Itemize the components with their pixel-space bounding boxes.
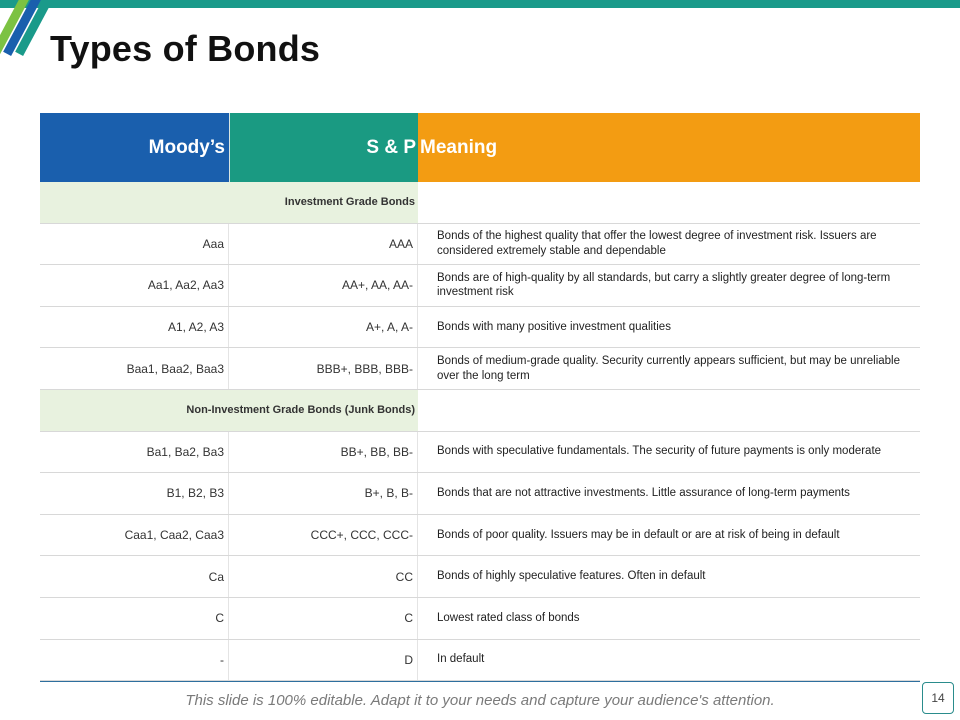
page-title: Types of Bonds [50, 28, 321, 69]
header-meaning: Meaning [418, 113, 920, 182]
table-row [40, 432, 920, 474]
sp-cell: CCC+, CCC, CCC- [229, 515, 418, 556]
sp-cell: AAA [229, 224, 418, 265]
table-row [40, 307, 920, 349]
sp-cell: D [229, 640, 418, 681]
moodys-cell: Ba1, Ba2, Ba3 [40, 432, 229, 473]
sp-cell: C [229, 598, 418, 639]
moodys-cell: - [40, 640, 229, 681]
bond-ratings-table [40, 113, 920, 681]
section-row-junk [40, 390, 920, 432]
moodys-cell: Caa1, Caa2, Caa3 [40, 515, 229, 556]
meaning-cell: Bonds with speculative fundamentals. The security of future payments is only moderate [437, 445, 882, 458]
page-number: 14 [922, 682, 954, 714]
table-header-row [40, 113, 920, 182]
table-row [40, 473, 920, 515]
meaning-cell: Bonds of highly speculative features. Often in default [437, 570, 706, 583]
table-row [40, 224, 920, 266]
header-sp: S & P [229, 113, 418, 182]
sp-cell: BB+, BB, BB- [229, 432, 418, 473]
meaning-cell: Bonds with many positive investment qualities [437, 320, 671, 333]
moodys-cell: Aaa [40, 224, 229, 265]
table-row [40, 515, 920, 557]
sp-cell: CC [229, 556, 418, 597]
meaning-cell: In default [437, 653, 485, 666]
table-row [40, 556, 920, 598]
table-row [40, 348, 920, 390]
meaning-cell: Bonds of the highest quality that offer the lowest degree of investment risk. Issuers are considered extremely stable and dependable [437, 229, 877, 257]
moodys-cell: Baa1, Baa2, Baa3 [40, 348, 229, 389]
moodys-cell: A1, A2, A3 [40, 307, 229, 348]
meaning-cell: Lowest rated class of bonds [437, 611, 580, 624]
section-label: Non-Investment Grade Bonds (Junk Bonds) [40, 390, 418, 431]
table-row [40, 640, 920, 682]
section-label: Investment Grade Bonds [40, 182, 418, 223]
header-moodys: Moody’s [40, 113, 229, 182]
table-row [40, 598, 920, 640]
sp-cell: AA+, AA, AA- [229, 265, 418, 306]
sp-cell: A+, A, A- [229, 307, 418, 348]
meaning-cell: Bonds that are not attractive investments. Little assurance of long-term payments [437, 486, 850, 499]
moodys-cell: C [40, 598, 229, 639]
meaning-cell: Bonds of medium-grade quality. Security currently appears sufficient, but may be unreliable over the long term [437, 354, 901, 382]
sp-cell: BBB+, BBB, BBB- [229, 348, 418, 389]
meaning-cell: Bonds are of high-quality by all standards, but carry a slightly greater degree of long-term investment risk [437, 271, 891, 299]
top-accent-bar [0, 0, 960, 8]
bottom-rule [40, 681, 920, 682]
moodys-cell: Aa1, Aa2, Aa3 [40, 265, 229, 306]
meaning-cell: Bonds of poor quality. Issuers may be in default or are at risk of being in default [437, 528, 840, 541]
footer-note: This slide is 100% editable. Adapt it to your needs and capture your audience's attention. [185, 692, 775, 709]
moodys-cell: B1, B2, B3 [40, 473, 229, 514]
moodys-cell: Ca [40, 556, 229, 597]
section-row-investment [40, 182, 920, 224]
table-row [40, 265, 920, 307]
sp-cell: B+, B, B- [229, 473, 418, 514]
